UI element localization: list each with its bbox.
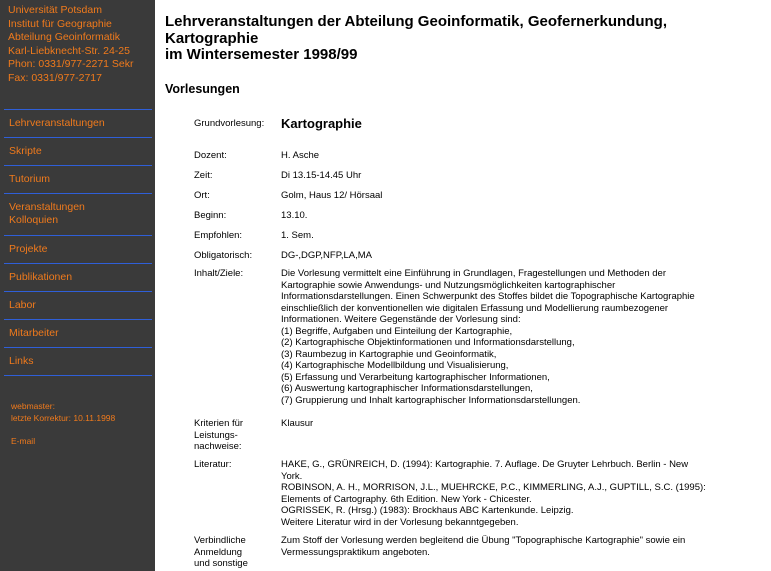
value-empfohlen: 1. Sem.: [281, 230, 314, 241]
nav-divider: [4, 263, 152, 264]
inhalt-line: Informationsdarstellungen. Einen Schwerpunkt des Stoffes bildet die Topographische Kartographie: [281, 291, 695, 302]
nav-link-veranstaltungen[interactable]: [9, 201, 85, 227]
value-verbindliche: [281, 535, 761, 558]
value-obligatorisch: DG-,DGP,NFP,LA,MA: [281, 250, 372, 261]
label-grundvorlesung: Grundvorlesung:: [194, 118, 265, 129]
inhalt-line: Informationen. Weitere Gegenstände der Vorlesung sind:: [281, 314, 521, 325]
section-heading: Vorlesungen: [165, 82, 240, 96]
inhalt-line: (3) Raumbezug in Kartographie und Geoinformatik,: [281, 348, 497, 360]
inhalt-line: (6) Auswertung kartographischer Informationsdarstellungen,: [281, 383, 533, 394]
inhalt-line: (4) Kartographische Modellbildung und Visualisierung,: [281, 360, 509, 371]
nav-divider: [4, 319, 152, 320]
nav-divider: [4, 109, 152, 110]
label-zeit: Zeit:: [194, 170, 213, 181]
nav-link-labor[interactable]: Labor: [9, 299, 36, 311]
address-line: Fax: 0331/977-2717: [8, 71, 102, 84]
address-line: Karl-Liebknecht-Str. 24-25: [8, 44, 130, 57]
nav-link-projekte[interactable]: Projekte: [9, 243, 48, 255]
label-ort: Ort:: [194, 190, 210, 201]
last-correction: letzte Korrektur: 10.11.1998: [11, 412, 116, 423]
title-line: Kartographie: [165, 29, 259, 47]
label-line: Kriterien für: [194, 418, 244, 429]
title-line: Lehrveranstaltungen der Abteilung Geoinformatik, Geofernerkundung,: [165, 13, 668, 30]
nav-link-mitarbeiter[interactable]: Mitarbeiter: [9, 327, 59, 339]
value-beginn: 13.10.: [281, 210, 308, 221]
label-line: Verbindliche: [194, 535, 246, 546]
nav-link-label: Veranstaltungen: [9, 201, 85, 213]
address-line: Institut für Geographie: [8, 17, 112, 30]
nav-divider: [4, 235, 152, 236]
literatur-line: OGRISSEK, R. (Hrsg.) (1983): Brockhaus ABC Kartenkunde. Leipzig.: [281, 505, 574, 516]
label-verbindliche: [194, 535, 279, 570]
title-line: im Wintersemester 1998/99: [165, 46, 358, 63]
inhalt-line: (7) Gruppierung und Inhalt kartographischer Informationsdarstellungen.: [281, 394, 581, 406]
nav-link-tutorium[interactable]: Tutorium: [9, 173, 51, 185]
nav-divider: [4, 137, 152, 138]
sidebar-footer: [11, 401, 115, 448]
literatur-line: ROBINSON, A. H., MORRISON, J.L., MUEHRCKE, P.C., KIMMERLING, A.J., GUPTILL, S.C. (1995):: [281, 482, 706, 493]
label-literatur: Literatur:: [194, 459, 232, 470]
nav-divider: [4, 165, 152, 166]
literatur-line: Weitere Literatur wird in der Vorlesung bekanntgegeben.: [281, 516, 519, 528]
address-line: Universität Potsdam: [8, 4, 102, 16]
inhalt-line: (2) Kartographische Objektinformationen und Informationsdarstellung,: [281, 337, 575, 348]
nav-link-links[interactable]: Links: [9, 355, 34, 367]
label-dozent: Dozent:: [194, 150, 227, 161]
verbindliche-line: Zum Stoff der Vorlesung werden begleitend die Übung "Topographische Kartographie" sowie ein: [281, 535, 686, 546]
email-link[interactable]: E-mail: [11, 436, 36, 446]
inhalt-line: Kartographie sowie Anwendungs- und Nutzungsmöglichkeiten kartographischer: [281, 279, 616, 291]
institute-address: [8, 4, 134, 86]
webmaster-link[interactable]: webmaster:: [11, 401, 55, 411]
page-title: [165, 14, 765, 64]
nav-divider: [4, 193, 152, 194]
label-beginn: Beginn:: [194, 210, 227, 221]
literatur-line: York.: [281, 470, 303, 482]
inhalt-line: (5) Erfassung und Verarbeitung kartographischer Informationen,: [281, 371, 550, 383]
nav-link-label: Kolloquien: [9, 214, 59, 226]
inhalt-line: einschließlich der konventionellen wie digitalen Erfassung und Modellierung raumbezogener: [281, 302, 669, 314]
nav-divider: [4, 291, 152, 292]
value-dozent: H. Asche: [281, 150, 320, 161]
course-title: Kartographie: [281, 116, 362, 131]
literatur-line: HAKE, G., GRÜNREICH, D. (1994): Kartographie. 7. Auflage. De Gruyter Lehrbuch. Berlin - New: [281, 459, 689, 470]
label-line: nachweise:: [194, 441, 242, 452]
nav-link-lehrveranstaltungen[interactable]: Lehrveranstaltungen: [9, 117, 105, 129]
nav-divider: [4, 375, 152, 376]
value-literatur: [281, 459, 761, 528]
label-line: Leistungs-: [194, 429, 238, 441]
nav-divider: [4, 347, 152, 348]
sidebar: [0, 0, 155, 571]
label-inhalt: Inhalt/Ziele:: [194, 268, 244, 279]
nav-link-publikationen[interactable]: Publikationen: [9, 271, 73, 283]
label-line: Anmeldung: [194, 546, 243, 558]
verbindliche-line: Vermessungspraktikum angeboten.: [281, 546, 430, 558]
address-line: Phon: 0331/977-2271 Sekr: [8, 58, 134, 71]
value-inhalt: [281, 268, 761, 406]
nav-link-skripte[interactable]: Skripte: [9, 145, 42, 157]
inhalt-line: Die Vorlesung vermittelt eine Einführung in Grundlagen, Fragestellungen und Methoden der: [281, 268, 666, 279]
inhalt-line: (1) Begriffe, Aufgaben und Einteilung der Kartographie,: [281, 325, 513, 337]
value-kriterien: Klausur: [281, 418, 314, 429]
value-zeit: Di 13.15-14.45 Uhr: [281, 170, 362, 181]
literatur-line: Elements of Cartography. 6th Edition. New York - Chicester.: [281, 493, 532, 505]
label-obligatorisch: Obligatorisch:: [194, 250, 253, 261]
label-kriterien: [194, 418, 279, 453]
value-ort: Golm, Haus 12/ Hörsaal: [281, 190, 383, 201]
label-empfohlen: Empfohlen:: [194, 230, 243, 241]
address-line: Abteilung Geoinformatik: [8, 31, 121, 44]
label-line: und sonstige: [194, 558, 248, 569]
